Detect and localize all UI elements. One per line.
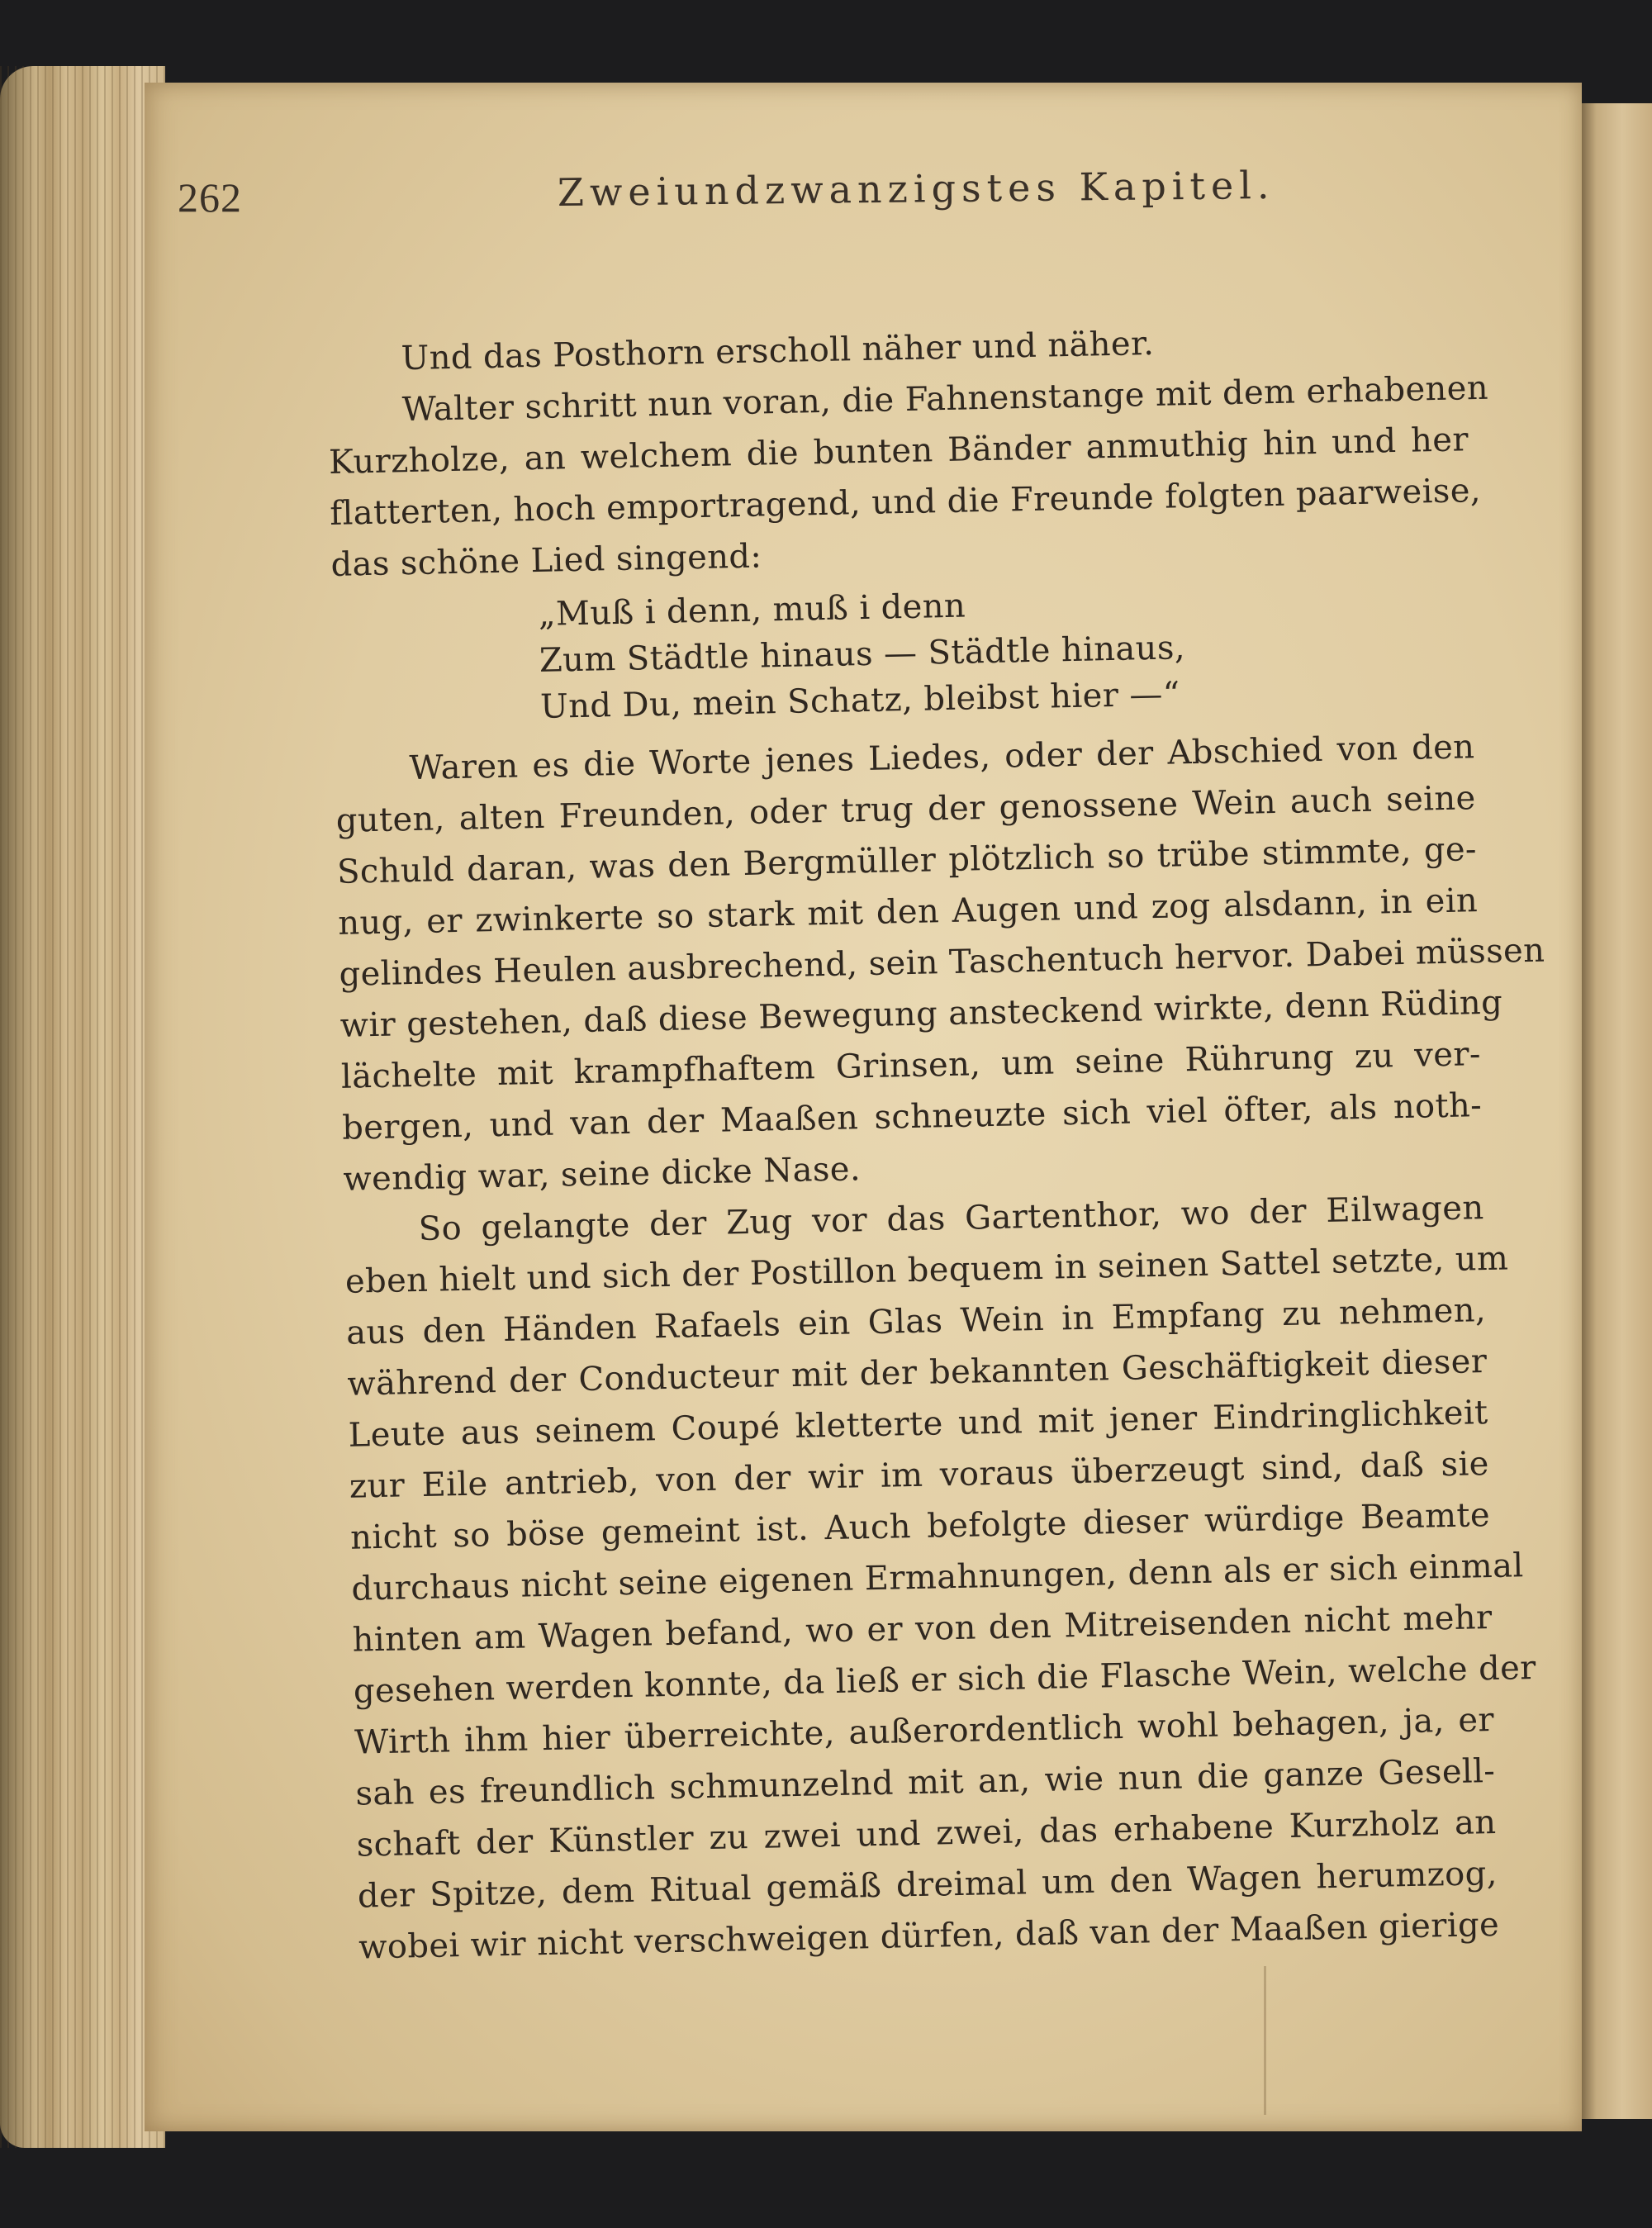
text-line: Kurzholze, an welchem die bunten Bänder anmuthig hin und her xyxy=(328,420,1469,482)
verse-line: Und Du, mein Schatz, bleibst hier —“ xyxy=(539,675,1181,726)
text-line: flatterten, hoch emportragend, und die Freunde folgten paarweise, xyxy=(329,471,1482,533)
text-line: während der Conducteur mit der bekannten Geschäftigkeit dieser xyxy=(347,1342,1488,1404)
text-line: Schuld daran, was den Bergmüller plötzlich so trübe stimmte, ge- xyxy=(336,830,1478,891)
song-verse xyxy=(331,572,1474,734)
text-line: lächelte mit krampfhaftem Grinsen, um seine Rührung zu ver- xyxy=(340,1035,1482,1096)
text-line: Und das Posthorn erscholl näher und näher. xyxy=(401,324,1155,378)
verse-line: Zum Städtle hinaus — Städtle hinaus, xyxy=(539,629,1186,680)
book-page-edges-left xyxy=(0,66,165,2148)
page-body xyxy=(326,311,1545,1973)
text-line: hinten am Wagen befand, wo er von den Mitreisenden nicht mehr xyxy=(352,1598,1493,1660)
text-line: wendig war, seine dicke Nase. xyxy=(343,1150,862,1199)
text-line: Walter schritt nun voran, die Fahnenstange mit dem erhabenen xyxy=(401,368,1489,430)
page-number: 262 xyxy=(178,174,242,221)
text-line: wobei wir nicht verschweigen dürfen, daß van der Maaßen gierige xyxy=(358,1905,1500,1967)
text-line: Waren es die Worte jenes Liedes, oder der Abschied von den xyxy=(409,728,1475,788)
text-line: sah es freundlich schmunzelnd mit an, wie nun die ganze Gesell- xyxy=(355,1751,1496,1813)
text-line: der Spitze, dem Ritual gemäß dreimal um den Wagen herumzog, xyxy=(357,1854,1498,1916)
text-line: eben hielt und sich der Postillon bequem in seinen Sattel setzte, um xyxy=(344,1239,1509,1301)
text-line: bergen, und van der Maaßen schneuzte sich viel öfter, als noth- xyxy=(341,1086,1483,1147)
text-line: nicht so böse gemeint ist. Auch befolgte dieser würdige Beamte xyxy=(349,1496,1491,1557)
running-title: Zweiundzwanzigstes Kapitel. xyxy=(557,162,1275,215)
text-line: gesehen werden konnte, da ließ er sich die Flasche Wein, welche der xyxy=(353,1648,1537,1711)
text-line: aus den Händen Rafaels ein Glas Wein in Empfang zu nehmen, xyxy=(345,1291,1487,1352)
text-line: Leute aus seinem Coupé kletterte und mit jener Eindringlichkeit xyxy=(348,1394,1488,1455)
text-line: nug, er zwinkerte so stark mit den Augen und zog alsdann, in ein xyxy=(337,881,1479,943)
verse-line: „Muß i denn, muß i denn xyxy=(538,587,966,634)
text-line: durchaus nicht seine eigenen Ermahnungen, denn als er sich einmal xyxy=(351,1546,1524,1608)
text-line: guten, alten Freunden, oder trug der genossene Wein auch seine xyxy=(335,779,1477,840)
text-line: schaft der Künstler zu zwei und zwei, das erhabene Kurzholz an xyxy=(356,1803,1497,1865)
text-line: wir gestehen, daß diese Bewegung ansteckend wirkte, denn Rüding xyxy=(339,983,1503,1045)
book-page-edge-right xyxy=(1575,103,1652,2119)
page-crease xyxy=(1264,1966,1266,2115)
text-line: das schöne Lied singend: xyxy=(330,537,762,584)
text-line: zur Eile antrieb, von der wir im voraus überzeugt sind, daß sie xyxy=(349,1445,1490,1506)
text-line: gelindes Heulen ausbrechend, sein Taschentuch hervor. Dabei müssen xyxy=(339,931,1545,994)
page-header xyxy=(178,162,1433,240)
text-line: So gelangte der Zug vor das Gartenthor, wo der Eilwagen xyxy=(418,1189,1484,1248)
text-line: Wirth ihm hier überreichte, außerordentlich wohl behagen, ja, er xyxy=(354,1700,1495,1762)
